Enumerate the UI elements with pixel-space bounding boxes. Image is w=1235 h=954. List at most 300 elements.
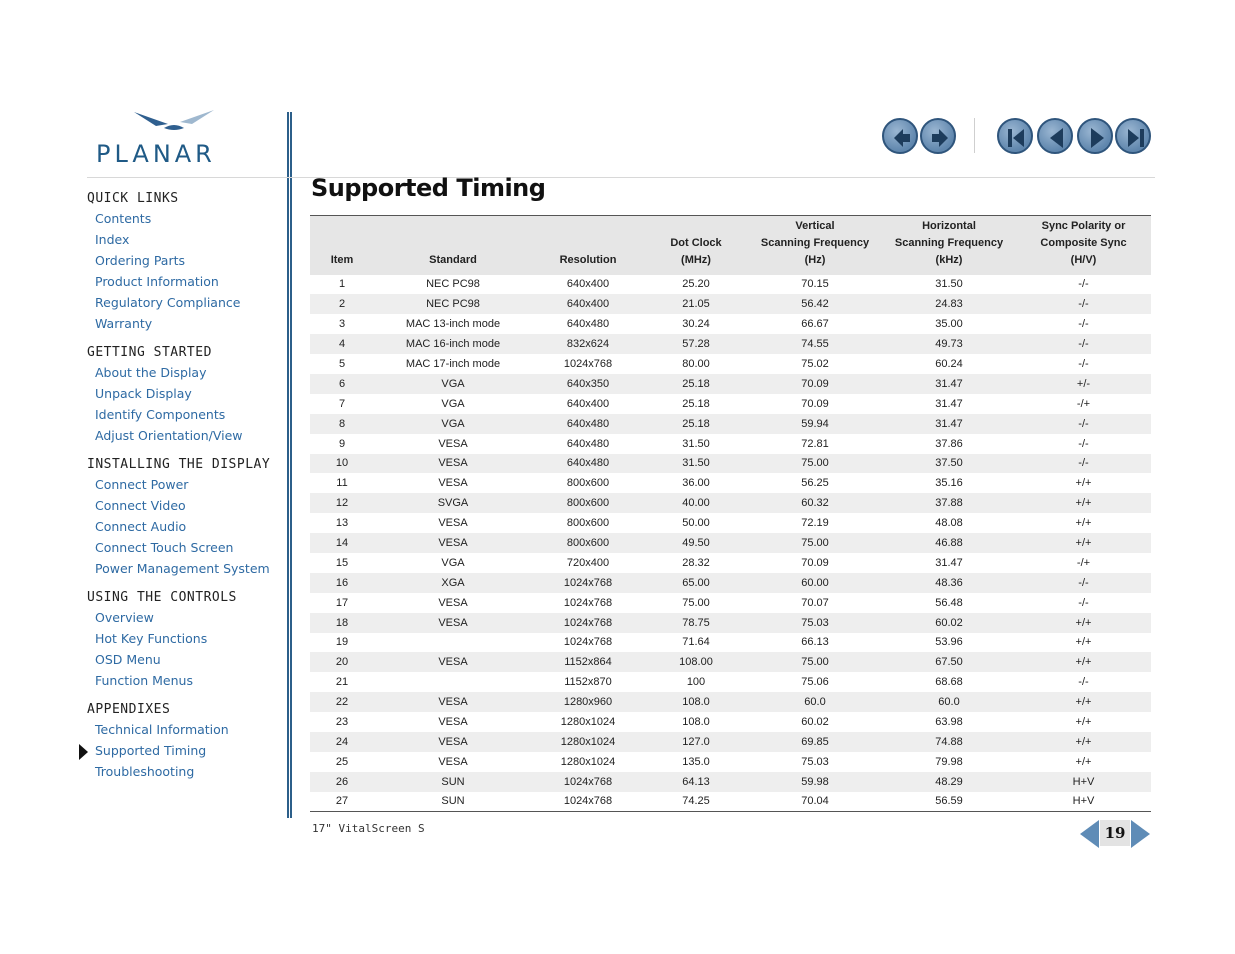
forward-button[interactable] [920,118,956,154]
previous-page-icon [1039,120,1075,156]
table-cell: 37.88 [882,493,1016,513]
table-cell: 36.00 [644,473,748,493]
column-header [644,216,748,275]
table-cell: 64.13 [644,772,748,792]
table-row [310,593,1151,613]
table-cell: -/- [1016,314,1151,334]
table-row [310,573,1151,593]
table-row [310,613,1151,633]
table-header-row [310,216,1151,275]
column-header-line: Standard [429,253,477,266]
column-header-line: (Hz) [804,253,826,266]
table-cell: 25.18 [644,374,748,394]
sidebar-link[interactable] [87,495,282,516]
table-cell: 22 [310,692,374,712]
table-row [310,752,1151,772]
table-row [310,434,1151,454]
table-cell: 4 [310,334,374,354]
table-cell: 20 [310,652,374,672]
sidebar-divider-left [287,112,289,818]
sidebar-section-title: GETTING STARTED [87,345,212,360]
table-cell: -/- [1016,573,1151,593]
sidebar-link[interactable] [87,558,282,579]
back-button[interactable] [882,118,918,154]
table-cell: -/- [1016,672,1151,692]
table-row [310,633,1151,653]
table-cell: -/- [1016,275,1151,295]
table-row [310,692,1151,712]
table-cell: 800x600 [532,493,644,513]
table-cell: 74.55 [748,334,882,354]
table-cell: 70.07 [748,593,882,613]
first-page-button[interactable] [997,118,1033,154]
sidebar-link-label: Connect Touch Screen [95,540,234,555]
sidebar-link[interactable] [87,313,282,334]
footer-product-name: 17" VitalScreen S [312,822,425,835]
table-cell: VESA [374,712,532,732]
table-cell: -/- [1016,354,1151,374]
table-cell: 37.50 [882,454,1016,474]
table-cell: 24 [310,732,374,752]
table-cell: 65.00 [644,573,748,593]
table-cell: -/- [1016,454,1151,474]
table-cell: VGA [374,374,532,394]
table-cell: 1152x870 [532,672,644,692]
sidebar-link[interactable] [87,537,282,558]
table-cell: +/+ [1016,752,1151,772]
sidebar-link-label: Connect Audio [95,519,187,534]
table-cell: 70.15 [748,275,882,295]
table-cell: -/- [1016,434,1151,454]
table-cell: 25 [310,752,374,772]
table-cell: 13 [310,513,374,533]
table-cell: -/- [1016,414,1151,434]
table-cell: H+V [1016,792,1151,812]
sidebar-link-label: OSD Menu [95,652,161,667]
table-cell: 11 [310,473,374,493]
sidebar-link-label: Index [95,232,130,247]
sidebar-link[interactable] [87,362,282,383]
sidebar-link-label: Function Menus [95,673,193,688]
table-cell: 78.75 [644,613,748,633]
table-cell: 48.08 [882,513,1016,533]
table-cell: VESA [374,454,532,474]
table-cell: 15 [310,553,374,573]
table-cell: SVGA [374,493,532,513]
sidebar-link-label: Troubleshooting [95,764,195,779]
table-cell: 23 [310,712,374,732]
page-title: Supported Timing [311,174,546,202]
table-cell: 66.13 [748,633,882,653]
sidebar-link-label: Connect Power [95,477,189,492]
sidebar-link[interactable] [87,292,282,313]
next-page-icon [1079,120,1115,156]
table-cell: VESA [374,652,532,672]
sidebar-link-label: Identify Components [95,407,226,422]
page-number: 19 [1100,820,1130,846]
table-cell: 100 [644,672,748,692]
logo-wordmark: PLANAR [96,140,216,168]
table-cell: 60.02 [882,613,1016,633]
sidebar-divider-right [290,112,292,818]
table-cell: H+V [1016,772,1151,792]
table-cell: 1280x1024 [532,712,644,732]
sidebar-section-title: INSTALLING THE DISPLAY [87,457,271,472]
current-page-arrow-icon [79,744,88,760]
sidebar-link[interactable] [87,670,282,691]
table-row [310,712,1151,732]
table-cell: 75.06 [748,672,882,692]
table-cell: 18 [310,613,374,633]
table-cell: 74.88 [882,732,1016,752]
table-cell: 640x350 [532,374,644,394]
table-cell: 5 [310,354,374,374]
table-cell: 108.00 [644,652,748,672]
supported-timing-table-container [310,215,1151,812]
table-cell: 72.81 [748,434,882,454]
sidebar-section [87,702,282,782]
table-cell: 60.32 [748,493,882,513]
column-header-line: Scanning Frequency [760,236,870,249]
table-cell: 27 [310,792,374,812]
table-cell: 50.00 [644,513,748,533]
sidebar-link[interactable] [87,250,282,271]
back-icon [884,120,920,156]
table-cell: +/+ [1016,533,1151,553]
table-row [310,334,1151,354]
table-cell: VGA [374,414,532,434]
column-header-line: Horizontal [922,219,976,232]
table-row [310,275,1151,295]
table-cell: 135.0 [644,752,748,772]
table-cell: 800x600 [532,533,644,553]
table-cell: 67.50 [882,652,1016,672]
table-cell: 66.67 [748,314,882,334]
table-cell: 37.86 [882,434,1016,454]
column-header [882,216,1016,275]
table-cell: 49.73 [882,334,1016,354]
table-cell: 25.18 [644,394,748,414]
table-cell: 60.0 [748,692,882,712]
table-cell: 720x400 [532,553,644,573]
sidebar-link-label: Overview [95,610,154,625]
table-row [310,533,1151,553]
column-header-line: Dot Clock [670,236,722,249]
column-header-line: (MHz) [681,253,711,266]
last-page-button[interactable] [1115,118,1151,154]
column-header-line: (kHz) [935,253,963,266]
table-cell: 71.64 [644,633,748,653]
table-cell: +/+ [1016,652,1151,672]
table-cell: 59.98 [748,772,882,792]
table-cell: 31.47 [882,553,1016,573]
table-cell: 74.25 [644,792,748,812]
table-cell: 75.00 [644,593,748,613]
table-cell: +/+ [1016,513,1151,533]
sidebar-link-label: Unpack Display [95,386,192,401]
nav-divider [974,118,975,153]
table-cell: 640x400 [532,394,644,414]
column-header [748,216,882,275]
table-cell: 6 [310,374,374,394]
table-cell: 49.50 [644,533,748,553]
sidebar-link[interactable] [87,383,282,404]
table-cell: 1024x768 [532,613,644,633]
table-cell: 1280x1024 [532,752,644,772]
sidebar-link[interactable] [87,425,282,446]
table-row [310,732,1151,752]
sidebar-link-label: Warranty [95,316,153,331]
sidebar-link-label: Adjust Orientation/View [95,428,243,443]
table-cell: 60.24 [882,354,1016,374]
table-cell: 640x480 [532,454,644,474]
table-cell: 56.59 [882,792,1016,812]
table-cell: 60.02 [748,712,882,732]
table-row [310,513,1151,533]
table-cell: 70.04 [748,792,882,812]
column-header [532,216,644,275]
column-header [374,216,532,275]
table-cell: 57.28 [644,334,748,354]
table-cell: XGA [374,573,532,593]
table-cell: 19 [310,633,374,653]
table-cell: 1280x1024 [532,732,644,752]
sidebar-link-label: Regulatory Compliance [95,295,241,310]
table-cell: +/+ [1016,712,1151,732]
forward-icon [922,120,958,156]
sidebar-link[interactable] [87,740,282,761]
column-header-line: Scanning Frequency [894,236,1004,249]
header-divider [87,177,1155,178]
table-cell: 1024x768 [532,772,644,792]
table-row [310,354,1151,374]
table-cell: VESA [374,513,532,533]
table-row [310,553,1151,573]
table-cell: 800x600 [532,513,644,533]
table-cell: 53.96 [882,633,1016,653]
table-cell: VESA [374,613,532,633]
table-row [310,473,1151,493]
sidebar-section [87,345,282,446]
table-cell: 30.24 [644,314,748,334]
sidebar-link-label: Ordering Parts [95,253,186,268]
table-row [310,314,1151,334]
table-body [310,275,1151,812]
table-cell: 69.85 [748,732,882,752]
table-cell: 75.02 [748,354,882,374]
table-cell: 48.36 [882,573,1016,593]
table-cell: 26 [310,772,374,792]
sidebar-link-label: Product Information [95,274,219,289]
sidebar-link[interactable] [87,649,282,670]
table-row [310,394,1151,414]
table-cell: 31.50 [882,275,1016,295]
sidebar-link[interactable] [87,719,282,740]
table-row [310,493,1151,513]
table-cell: 7 [310,394,374,414]
table-cell: VGA [374,553,532,573]
supported-timing-table [310,215,1151,812]
column-header-line: (H/V) [1070,253,1097,266]
table-row [310,414,1151,434]
table-cell: VESA [374,593,532,613]
last-page-icon [1117,120,1153,156]
table-cell: 21.05 [644,294,748,314]
table-cell: 31.50 [644,454,748,474]
table-cell: 79.98 [882,752,1016,772]
table-cell: 10 [310,454,374,474]
table-cell: NEC PC98 [374,294,532,314]
planar-logo[interactable] [96,108,252,168]
sidebar-link[interactable] [87,761,282,782]
sidebar-section-title: USING THE CONTROLS [87,590,237,605]
table-cell: 1024x768 [532,573,644,593]
table-cell: -/+ [1016,553,1151,573]
table-cell: 60.00 [748,573,882,593]
sidebar-link-label: Contents [95,211,152,226]
table-cell: 640x480 [532,414,644,434]
table-cell: 70.09 [748,374,882,394]
table-cell: 640x400 [532,294,644,314]
table-cell: VESA [374,752,532,772]
column-header [310,216,374,275]
table-cell: 56.42 [748,294,882,314]
table-cell: 1024x768 [532,633,644,653]
table-cell: VESA [374,434,532,454]
previous-page-arrow-icon[interactable] [1080,820,1099,848]
sidebar-link[interactable] [87,229,282,250]
table-cell: 70.09 [748,553,882,573]
table-cell: VESA [374,533,532,553]
sidebar-link-label: Hot Key Functions [95,631,208,646]
sidebar-link[interactable] [87,404,282,425]
table-cell: 68.68 [882,672,1016,692]
table-cell: 14 [310,533,374,553]
table-cell: +/+ [1016,692,1151,712]
table-cell: 75.00 [748,533,882,553]
sidebar-section [87,590,282,691]
sidebar-section-title: APPENDIXES [87,702,171,717]
table-cell: 1024x768 [532,593,644,613]
table-cell: 75.00 [748,652,882,672]
table-cell: 35.00 [882,314,1016,334]
table-cell: 16 [310,573,374,593]
table-cell: 70.09 [748,394,882,414]
table-cell: 108.0 [644,692,748,712]
table-cell: 75.03 [748,613,882,633]
sidebar-link-label: Supported Timing [95,743,207,758]
sidebar-link[interactable] [87,516,282,537]
table-cell: -/- [1016,294,1151,314]
table-cell: 1280x960 [532,692,644,712]
next-page-arrow-icon[interactable] [1131,820,1150,848]
table-cell: VESA [374,732,532,752]
table-cell: 3 [310,314,374,334]
table-cell: 56.48 [882,593,1016,613]
first-page-icon [999,120,1035,156]
table-cell: -/- [1016,334,1151,354]
column-header [1016,216,1151,275]
sidebar-link[interactable] [87,208,282,229]
table-cell: 25.18 [644,414,748,434]
table-cell: 59.94 [748,414,882,434]
table-cell: +/+ [1016,473,1151,493]
sidebar-link[interactable] [87,474,282,495]
table-cell: 1024x768 [532,792,644,812]
table-cell: 25.20 [644,275,748,295]
sidebar-link[interactable] [87,628,282,649]
table-cell: 8 [310,414,374,434]
table-row [310,792,1151,812]
table-cell: 2 [310,294,374,314]
table-cell: SUN [374,792,532,812]
sidebar-link-label: Connect Video [95,498,186,513]
next-page-button[interactable] [1077,118,1113,154]
table-cell: 28.32 [644,553,748,573]
table-cell: 35.16 [882,473,1016,493]
table-cell: 17 [310,593,374,613]
sidebar-link[interactable] [87,271,282,292]
sidebar-section [87,191,282,334]
column-header-line: Composite Sync [1040,236,1127,249]
table-cell: 640x400 [532,275,644,295]
table-cell: 40.00 [644,493,748,513]
sidebar-link-label: Power Management System [95,561,270,576]
table-cell: 127.0 [644,732,748,752]
table-cell: 640x480 [532,434,644,454]
table-cell: +/+ [1016,493,1151,513]
logo-mark-icon [126,108,246,140]
table-cell [374,672,532,692]
table-row [310,672,1151,692]
table-row [310,772,1151,792]
table-cell: +/+ [1016,732,1151,752]
column-header-line: Item [330,253,354,266]
previous-page-button[interactable] [1037,118,1073,154]
column-header-line: Resolution [559,253,617,266]
sidebar-section [87,457,282,579]
table-cell: VGA [374,394,532,414]
sidebar-link-label: Technical Information [95,722,229,737]
table-cell: 24.83 [882,294,1016,314]
table-cell: MAC 16-inch mode [374,334,532,354]
table-cell: SUN [374,772,532,792]
table-cell: -/+ [1016,394,1151,414]
table-cell: 63.98 [882,712,1016,732]
table-cell: 80.00 [644,354,748,374]
table-cell: 48.29 [882,772,1016,792]
table-cell: VESA [374,473,532,493]
sidebar-link-label: About the Display [95,365,207,380]
column-header-line: Sync Polarity or [1041,219,1126,232]
table-cell: 75.03 [748,752,882,772]
table-cell: +/+ [1016,613,1151,633]
table-row [310,374,1151,394]
table-cell [374,633,532,653]
table-row [310,652,1151,672]
table-row [310,454,1151,474]
table-cell: 640x480 [532,314,644,334]
table-cell: +/+ [1016,633,1151,653]
table-cell: 1152x864 [532,652,644,672]
table-cell: 21 [310,672,374,692]
sidebar-link[interactable] [87,607,282,628]
table-cell: -/- [1016,593,1151,613]
sidebar-nav [87,191,282,793]
table-cell: MAC 13-inch mode [374,314,532,334]
table-row [310,294,1151,314]
table-cell: 9 [310,434,374,454]
